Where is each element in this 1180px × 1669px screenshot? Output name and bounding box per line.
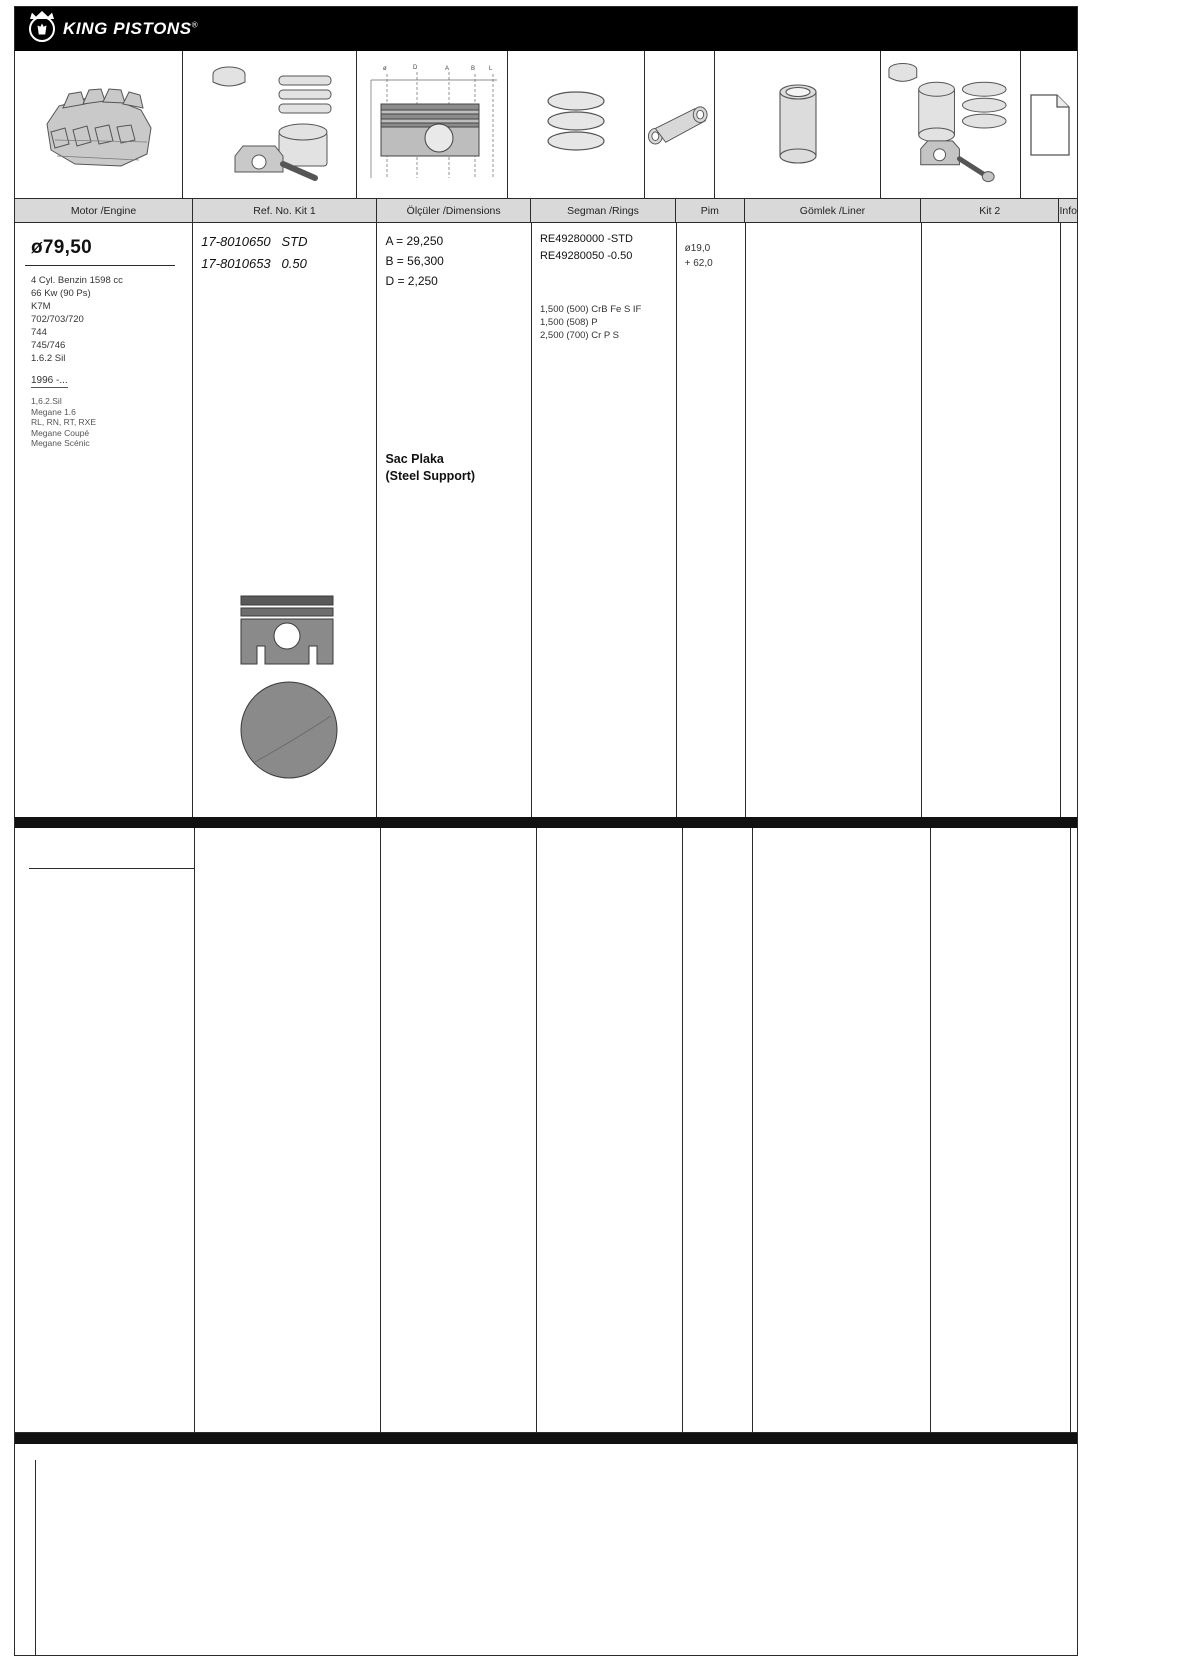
engine-model-line: Megane 1.6 <box>31 406 76 417</box>
kit2-value <box>930 231 1052 241</box>
kit1-ref-row <box>201 253 368 275</box>
section-separator <box>15 817 1077 828</box>
bore-diameter: ø79,50 <box>31 237 92 258</box>
registered-mark: ® <box>191 20 198 30</box>
pin-spec-list <box>685 231 737 271</box>
dimension-list <box>385 231 523 485</box>
kit1-ref-number: 17-8010650 <box>201 234 271 249</box>
cell-pin <box>677 223 746 817</box>
support-note-en: (Steel Support) <box>385 469 476 483</box>
cell-liner <box>746 223 922 817</box>
pin-length: + 62,0 <box>684 258 713 269</box>
column-header-info: Info <box>1059 204 1077 217</box>
brand-name: KING PISTONS <box>63 19 192 38</box>
kit1-ref-size: 0.50 <box>281 256 307 271</box>
empty-cell-engine <box>15 828 195 1432</box>
catalog-page <box>14 6 1078 1656</box>
dimension-d: D = 2,250 <box>385 274 438 288</box>
ring-spec-list <box>540 303 668 342</box>
engine-spec-list <box>31 274 184 365</box>
brand-logo <box>15 16 198 42</box>
empty-cell-liner <box>753 828 931 1432</box>
engine-model-line: Megane Scénic <box>31 438 90 448</box>
icon-row <box>15 51 1077 199</box>
empty-cell-pin <box>683 828 753 1432</box>
cell-dimensions <box>377 223 532 817</box>
svg-text:A: A <box>445 65 450 72</box>
engine-year-range: 1996 -... <box>31 375 68 386</box>
kit2-icon <box>881 51 1021 198</box>
piston-rings-icon <box>508 51 644 198</box>
brand-header <box>15 7 1077 51</box>
svg-text:ø: ø <box>383 65 387 72</box>
crown-icon <box>29 16 55 42</box>
engine-model-line: Megane Coupé <box>31 427 90 438</box>
support-note-tr: Sac Plaka <box>385 452 444 466</box>
footer-separator <box>15 1433 1077 1444</box>
column-header-kit2: Kit 2 <box>921 199 1059 222</box>
engine-spec-line: 702/703/720 <box>31 314 84 325</box>
catalog-data-row <box>15 223 1077 817</box>
engine-spec-line: 1.6.2 Sil <box>31 353 66 364</box>
engine-spec-line: K7M <box>31 301 51 312</box>
kit1-ref-row <box>201 231 368 253</box>
engine-spec-line: 66 Kw (90 Ps) <box>31 288 91 299</box>
engine-spec-line: 4 Cyl. Benzin 1598 cc <box>31 275 123 286</box>
piston-rings-set-icon <box>183 51 357 198</box>
engine-spec-line: 744 <box>31 327 47 338</box>
engine-spec-line: 745/746 <box>31 340 66 351</box>
column-header-row <box>15 199 1077 223</box>
engine-model-line: RL, RN, RT, RXE <box>31 417 97 427</box>
piston-dimensions-icon <box>357 51 508 198</box>
kit1-ref-list <box>201 231 368 275</box>
empty-cell-dimensions <box>381 828 537 1432</box>
empty-rows-grid <box>15 828 1077 1433</box>
cell-rings <box>532 223 677 817</box>
engine-block-icon <box>15 51 183 198</box>
ring-spec-line: 1,500 (500) CrB Fe S IF <box>539 304 642 315</box>
engine-model-line: 1,6.2.Sil <box>31 396 62 406</box>
footer-area <box>15 1444 1077 1655</box>
cell-kit1 <box>193 223 377 817</box>
svg-text:D: D <box>413 64 418 71</box>
piston-assembly-drawing <box>235 592 345 787</box>
ring-ref-list <box>540 231 668 265</box>
divider <box>25 265 175 266</box>
kit1-ref-size: STD <box>281 234 308 249</box>
pin-diameter: ø19,0 <box>684 243 711 254</box>
column-header-rings: Segman /Rings <box>531 199 675 222</box>
ring-ref-std: RE49280000 -STD <box>539 233 633 245</box>
column-header-pin: Pim <box>676 199 745 222</box>
dimension-a: A = 29,250 <box>385 234 444 248</box>
ring-spec-line: 2,500 (700) Cr P S <box>539 330 620 341</box>
ring-spec-line: 1,500 (508) P <box>539 317 598 328</box>
empty-cell-kit2 <box>931 828 1071 1432</box>
cylinder-liner-icon <box>715 51 881 198</box>
svg-text:L: L <box>489 65 493 72</box>
column-header-engine: Motor /Engine <box>15 199 193 222</box>
liner-value <box>754 231 913 241</box>
engine-model-list <box>31 396 184 449</box>
cell-kit2 <box>922 223 1061 817</box>
cell-info <box>1061 223 1077 817</box>
column-header-kit1: Ref. No. Kit 1 <box>193 199 377 222</box>
dimension-b: B = 56,300 <box>385 254 444 268</box>
empty-cell-rings <box>537 828 683 1432</box>
svg-text:B: B <box>471 65 476 72</box>
info-document-icon <box>1021 51 1077 198</box>
empty-cell-info <box>1071 828 1077 1432</box>
empty-cell-kit1 <box>195 828 381 1432</box>
ring-ref-050: RE49280050 -0.50 <box>539 250 633 262</box>
piston-pin-icon <box>645 51 715 198</box>
column-header-liner: Gömlek /Liner <box>745 199 921 222</box>
kit1-ref-number: 17-8010653 <box>201 256 271 271</box>
cell-engine <box>15 223 193 817</box>
support-note <box>385 451 523 485</box>
column-header-dimensions: Ölçüler /Dimensions <box>377 199 531 222</box>
